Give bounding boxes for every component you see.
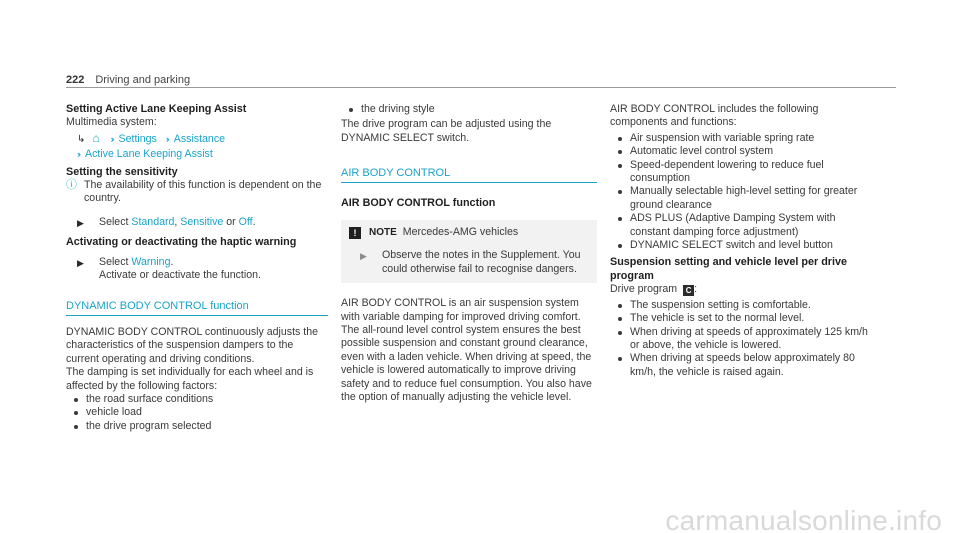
home-icon: ⌂ — [92, 130, 100, 145]
section-air-body-control: AIR BODY CONTROL — [341, 167, 597, 182]
watermark: carmanualsonline.info — [665, 504, 942, 533]
nav-path-line1 — [66, 132, 328, 146]
column-left — [66, 103, 328, 433]
factors-list — [66, 393, 328, 433]
dynamic-paragraph-1: DYNAMIC BODY CONTROL continuously adjusts the characteristics of the suspension dampers to the current operating and driving conditions. — [66, 325, 318, 365]
drive-program-label: Drive program — [610, 283, 678, 296]
air-paragraph: AIR BODY CONTROL is an air suspension system with variable damping for improved driving comfort. The all-round level control system ensures the best possible suspension and constant ground clearance, even with a laden vehicle. When driving at speed, the vehicle is lowered automatically to improve driving safety and to reduce fuel consumption. You also have the option of manually adjusting the vehicle level. — [341, 297, 592, 404]
note-box — [341, 220, 597, 283]
activate-text: Activate or deactivate the function. — [99, 269, 261, 282]
heading-sensitivity: Setting the sensitivity — [66, 165, 178, 178]
step-text: Select Standard, Sensitive or Off. — [99, 215, 256, 228]
step-arrow-icon: ▶ — [77, 217, 84, 228]
column-middle — [341, 103, 597, 405]
column-right — [610, 103, 872, 379]
nav-path-line2 — [66, 148, 328, 161]
double-chevron-icon: ›› — [165, 133, 168, 144]
or-word: or — [226, 215, 236, 228]
list-item: the road surface conditions — [66, 393, 328, 406]
step-arrow-icon: ▶ — [77, 257, 84, 268]
nav-settings[interactable]: Settings — [118, 132, 157, 145]
drive-program-line: Drive program C : — [610, 283, 698, 296]
option-sensitive[interactable]: Sensitive — [180, 215, 224, 228]
return-arrow-icon: ↳ — [77, 133, 86, 145]
note-header — [349, 226, 589, 239]
nav-active-lane[interactable]: Active Lane Keeping Assist — [85, 148, 213, 161]
factors-list-cont — [341, 103, 597, 116]
heading-air-function: AIR BODY CONTROL function — [341, 196, 496, 209]
step-select-sensitivity — [66, 216, 328, 230]
page-header — [66, 74, 896, 88]
heading-suspension-setting: Suspension setting and vehicle level per drive program — [610, 256, 848, 282]
list-item: When driving at speeds of approximately 125 km/h or above, the vehicle is lowered. — [610, 326, 872, 353]
suspension-list — [610, 299, 872, 379]
option-warning[interactable]: Warning — [131, 255, 171, 268]
heading-haptic: Activating or deactivating the haptic warning — [66, 236, 297, 249]
availability-note — [66, 179, 328, 206]
section-dynamic-body-control: DYNAMIC BODY CONTROL function — [66, 300, 328, 315]
note-step — [349, 249, 589, 276]
list-item: The vehicle is set to the normal level. — [610, 312, 872, 325]
availability-text: The availability of this function is dependent on the country. — [84, 179, 322, 205]
adjust-text: The drive program can be adjusted using the DYNAMIC SELECT switch. — [341, 118, 552, 144]
drive-program-c-icon: C — [683, 285, 694, 296]
list-item: Manually selectable high-level setting for greater ground clearance — [610, 185, 872, 212]
list-item: Speed-dependent lowering to reduce fuel consumption — [610, 159, 872, 186]
multimedia-label: Multimedia system: — [66, 116, 157, 129]
step-arrow-icon: ▶ — [360, 251, 367, 262]
dynamic-paragraph-2: The damping is set individually for each wheel and is affected by the following factors: — [66, 366, 314, 392]
list-item: When driving at speeds below approximately 80 km/h, the vehicle is raised again. — [610, 352, 872, 379]
list-item: Automatic level control system — [610, 145, 872, 158]
heading-lane-keeping: Setting Active Lane Keeping Assist — [66, 103, 247, 115]
note-label: NOTE — [369, 227, 397, 239]
option-standard[interactable]: Standard — [131, 215, 175, 228]
components-list — [610, 132, 872, 253]
step-text: Select Warning. Activate or deactivate the function. — [99, 255, 261, 282]
list-item: DYNAMIC SELECT switch and level button — [610, 239, 872, 252]
components-intro: AIR BODY CONTROL includes the following components and functions: — [610, 103, 819, 129]
nav-assistance[interactable]: Assistance — [173, 132, 226, 145]
list-item: the drive program selected — [66, 420, 328, 433]
info-icon: ⓘ — [66, 179, 77, 192]
page-section-title: Driving and parking — [95, 74, 191, 86]
select-word: Select — [99, 255, 129, 268]
warning-icon: ! — [349, 227, 361, 239]
list-item: The suspension setting is comfortable. — [610, 299, 872, 312]
option-off[interactable]: Off — [238, 215, 253, 228]
note-subject: Mercedes-AMG vehicles — [402, 226, 519, 239]
double-chevron-icon: ›› — [77, 149, 79, 160]
select-word: Select — [99, 215, 129, 228]
page-number: 222 — [66, 74, 85, 86]
step-select-warning — [66, 256, 328, 283]
list-item: the driving style — [341, 103, 597, 116]
note-observe-text: Observe the notes in the Supplement. You could otherwise fail to recognise dangers. — [382, 249, 581, 275]
double-chevron-icon: ›› — [110, 133, 113, 144]
list-item: vehicle load — [66, 406, 328, 419]
list-item: Air suspension with variable spring rate — [610, 132, 872, 145]
list-item: ADS PLUS (Adaptive Damping System with constant damping force adjustment) — [610, 212, 872, 239]
